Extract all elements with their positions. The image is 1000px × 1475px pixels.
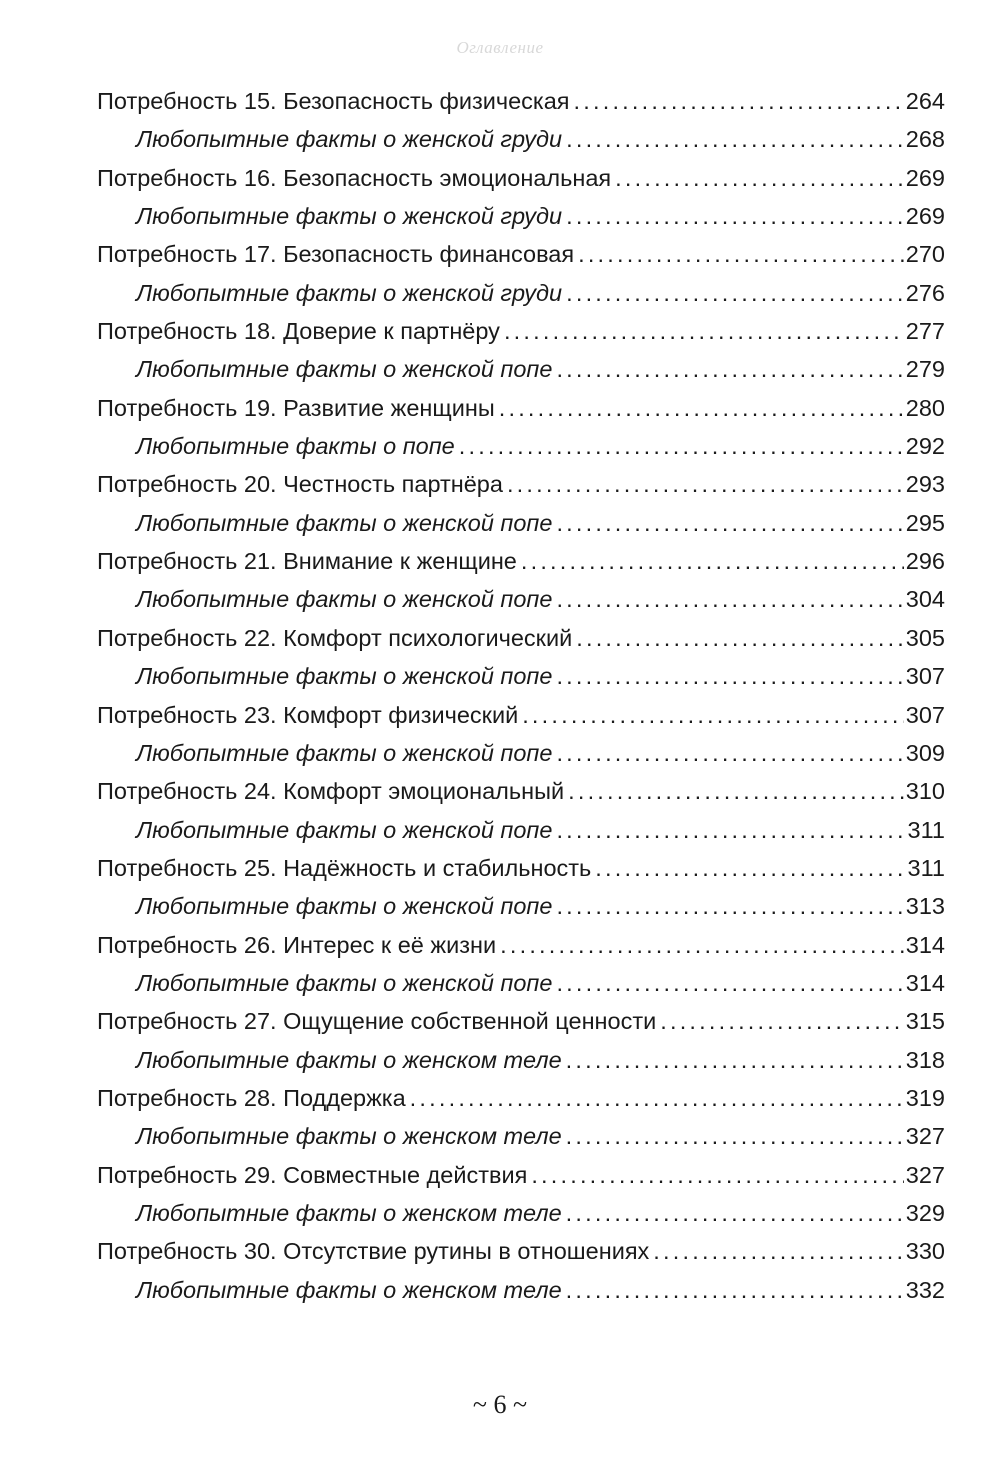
toc-subentry (97, 427, 945, 465)
toc-entry-title: Потребность 30. Отсутствие рутины в отношениях (97, 1238, 650, 1265)
dot-leader (615, 159, 904, 197)
dot-leader (556, 964, 903, 1002)
dot-leader (556, 887, 903, 925)
toc-entry-title: Потребность 25. Надёжность и стабильность (97, 854, 592, 881)
dot-leader (521, 542, 904, 580)
toc-entry-page: 315 (905, 1008, 945, 1035)
toc-entry-title: Любопытные факты о женской попе (136, 969, 553, 996)
toc-subentry (97, 657, 945, 695)
toc-entry-title: Любопытные факты о женском теле (136, 1276, 562, 1303)
toc-entry-title: Любопытные факты о женской попе (136, 586, 553, 613)
dot-leader (578, 235, 904, 273)
toc-entry-page: 293 (905, 471, 945, 498)
dot-leader (566, 120, 904, 158)
toc-entry-title: Потребность 20. Честность партнёра (97, 471, 503, 498)
toc-entry-title: Потребность 24. Комфорт эмоциональный (97, 778, 565, 805)
toc-entry-title: Потребность 26. Интерес к её жизни (97, 931, 497, 958)
toc-entry (97, 1232, 945, 1270)
dot-leader (410, 1079, 904, 1117)
dot-leader (531, 1156, 903, 1194)
toc-entry-page: 304 (905, 586, 945, 613)
toc-entry (97, 542, 945, 580)
toc-entry (97, 389, 945, 427)
toc-entry-page: 280 (905, 394, 945, 421)
toc-entry-title: Потребность 29. Совместные действия (97, 1161, 528, 1188)
toc-entry-title: Любопытные факты о женской попе (136, 509, 553, 536)
page-number: ~ 6 ~ (472, 1390, 528, 1419)
dot-leader (566, 274, 904, 312)
dot-leader (556, 657, 903, 695)
dot-leader (568, 772, 904, 810)
toc-entry-title: Любопытные факты о женской попе (136, 356, 553, 383)
toc-entry-page: 329 (905, 1199, 945, 1226)
toc-entry-page: 327 (905, 1161, 945, 1188)
toc-subentry (97, 1271, 945, 1309)
toc-entry (97, 1079, 945, 1117)
toc-entry-page: 311 (907, 816, 945, 843)
toc-entry-page: 269 (905, 203, 945, 230)
toc-entry-page: 276 (905, 279, 945, 306)
toc-entry-page: 309 (905, 739, 945, 766)
toc-entry-page: 330 (905, 1238, 945, 1265)
toc-subentry (97, 274, 945, 312)
toc-entry (97, 82, 945, 120)
dot-leader (459, 427, 904, 465)
dot-leader (566, 1117, 904, 1155)
toc-entry-title: Любопытные факты о женской груди (136, 203, 563, 230)
toc-subentry (97, 1041, 945, 1079)
toc-entry-title: Потребность 19. Развитие женщины (97, 394, 495, 421)
toc-entry-title: Любопытные факты о женской попе (136, 893, 553, 920)
dot-leader (499, 389, 904, 427)
toc-entry-page: 314 (905, 969, 945, 996)
toc-entry-title: Потребность 17. Безопасность финансовая (97, 241, 575, 268)
toc-entry (97, 1002, 945, 1040)
toc-entry (97, 312, 945, 350)
toc-entry (97, 696, 945, 734)
dot-leader (556, 734, 903, 772)
dot-leader (556, 811, 905, 849)
table-of-contents (97, 82, 945, 1309)
dot-leader (556, 580, 903, 618)
toc-entry-page: 314 (905, 931, 945, 958)
toc-subentry (97, 120, 945, 158)
toc-entry (97, 465, 945, 503)
toc-entry-title: Потребность 23. Комфорт физический (97, 701, 519, 728)
toc-entry-title: Любопытные факты о женской груди (136, 279, 563, 306)
toc-entry-page: 264 (905, 88, 945, 114)
toc-entry (97, 619, 945, 657)
toc-subentry (97, 350, 945, 388)
toc-entry (97, 235, 945, 273)
toc-entry-page: 311 (907, 854, 945, 881)
dot-leader (576, 619, 904, 657)
toc-subentry (97, 734, 945, 772)
running-head: Оглавление (456, 38, 544, 57)
dot-leader (566, 197, 904, 235)
toc-entry-page: 279 (905, 356, 945, 383)
toc-entry-title: Любопытные факты о женском теле (136, 1199, 562, 1226)
toc-subentry (97, 197, 945, 235)
toc-entry-title: Любопытные факты о женском теле (136, 1046, 562, 1073)
toc-entry-title: Потребность 15. Безопасность физическая (97, 88, 570, 114)
toc-entry-title: Потребность 27. Ощущение собственной ценности (97, 1008, 657, 1035)
toc-entry-page: 307 (905, 701, 945, 728)
toc-entry-page: 319 (905, 1084, 945, 1111)
dot-leader (507, 465, 904, 503)
toc-entry (97, 926, 945, 964)
toc-entry-page: 269 (905, 164, 945, 191)
dot-leader (595, 849, 905, 887)
toc-entry-title: Любопытные факты о женской попе (136, 739, 553, 766)
dot-leader (566, 1041, 904, 1079)
dot-leader (574, 82, 904, 120)
toc-entry-page: 307 (905, 663, 945, 690)
toc-subentry (97, 811, 945, 849)
toc-subentry (97, 1194, 945, 1232)
toc-entry (97, 772, 945, 810)
toc-subentry (97, 964, 945, 1002)
toc-subentry (97, 580, 945, 618)
toc-entry-page: 268 (905, 126, 945, 153)
toc-subentry (97, 504, 945, 542)
dot-leader (556, 504, 903, 542)
dot-leader (556, 350, 903, 388)
toc-entry (97, 849, 945, 887)
toc-entry-title: Любопытные факты о женской груди (136, 126, 563, 153)
toc-entry-title: Потребность 16. Безопасность эмоциональная (97, 164, 612, 191)
dot-leader (504, 312, 904, 350)
dot-leader (653, 1232, 903, 1270)
toc-entry-page: 292 (905, 433, 945, 460)
toc-entry-page: 296 (905, 548, 945, 575)
dot-leader (566, 1271, 904, 1309)
toc-entry-page: 332 (905, 1276, 945, 1303)
toc-entry-title: Потребность 21. Внимание к женщине (97, 548, 517, 575)
toc-entry-title: Любопытные факты о женской попе (136, 816, 553, 843)
toc-entry-page: 310 (905, 778, 945, 805)
toc-entry-title: Любопытные факты о попе (136, 433, 455, 460)
toc-subentry (97, 887, 945, 925)
toc-entry-page: 270 (905, 241, 945, 268)
toc-entry-title: Потребность 22. Комфорт психологический (97, 624, 573, 651)
toc-entry-title: Любопытные факты о женском теле (136, 1123, 562, 1150)
toc-entry-page: 295 (905, 509, 945, 536)
toc-entry-page: 277 (905, 318, 945, 345)
toc-entry-page: 305 (905, 624, 945, 651)
toc-entry-title: Любопытные факты о женской попе (136, 663, 553, 690)
dot-leader (566, 1194, 904, 1232)
toc-entry-page: 327 (905, 1123, 945, 1150)
toc-entry-title: Потребность 18. Доверие к партнёру (97, 318, 500, 345)
toc-entry-page: 313 (905, 893, 945, 920)
dot-leader (500, 926, 904, 964)
dot-leader (522, 696, 904, 734)
toc-entry (97, 159, 945, 197)
dot-leader (660, 1002, 904, 1040)
toc-entry (97, 1156, 945, 1194)
toc-subentry (97, 1117, 945, 1155)
toc-entry-title: Потребность 28. Поддержка (97, 1084, 406, 1111)
toc-entry-page: 318 (905, 1046, 945, 1073)
